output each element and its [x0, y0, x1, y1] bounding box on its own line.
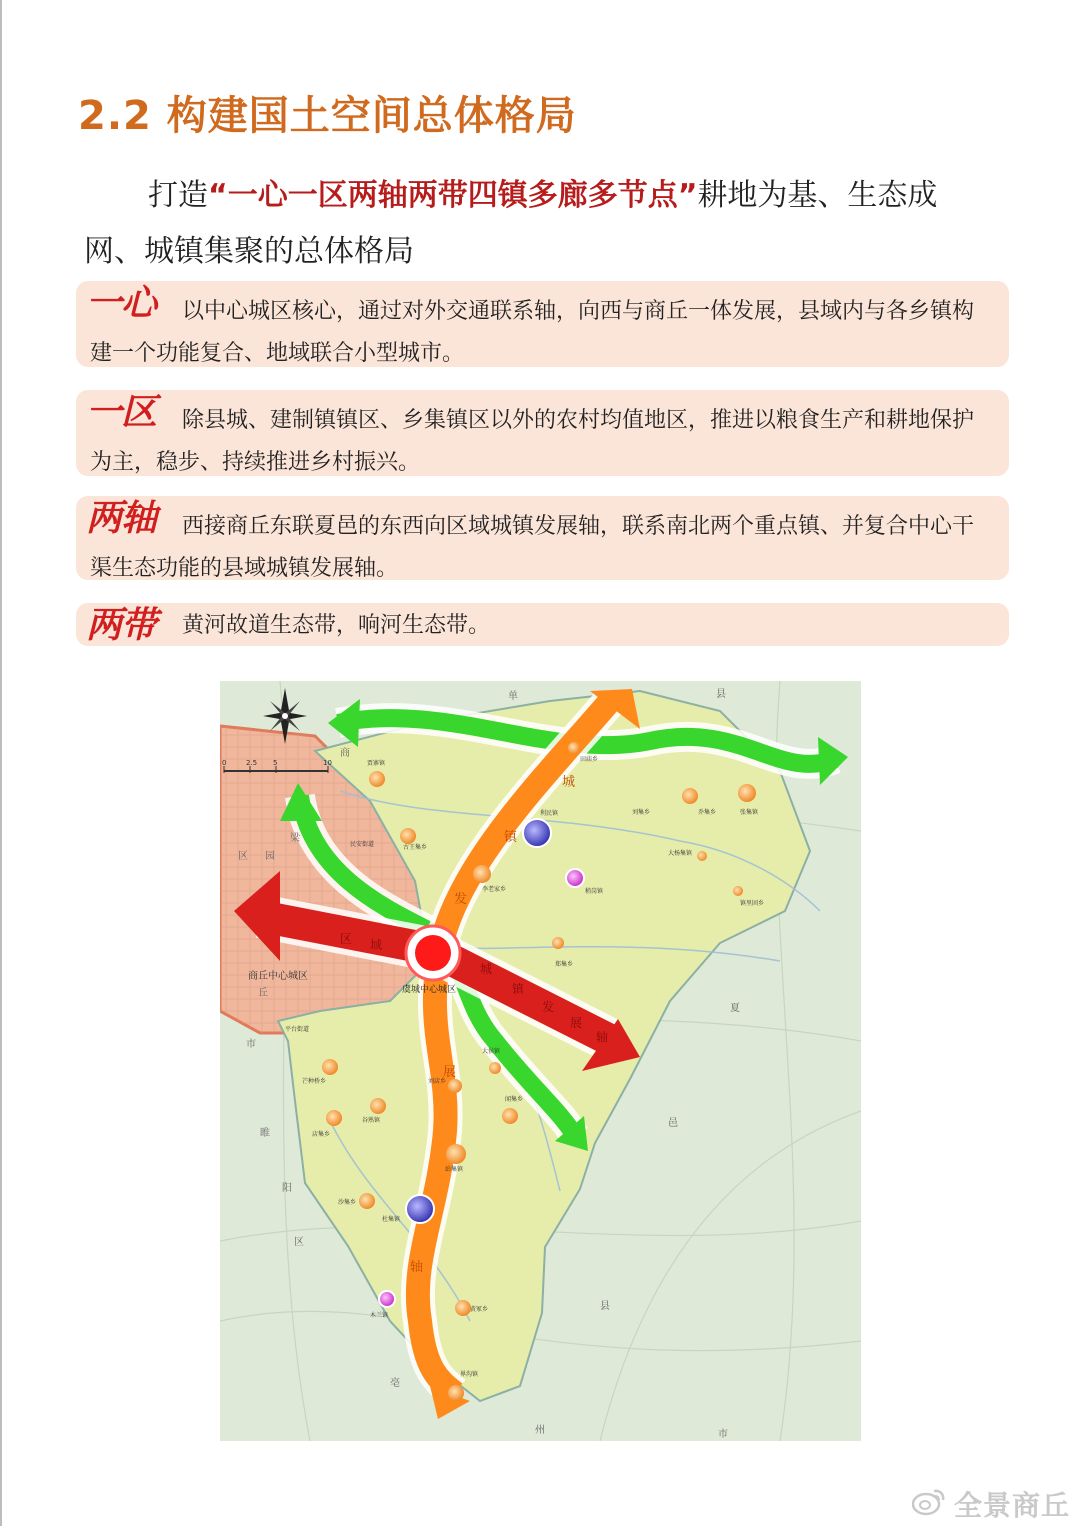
town-marker — [455, 1300, 471, 1316]
card-tag: 一心 — [86, 283, 157, 324]
town-label: 贾寨镇 — [367, 760, 386, 767]
town-label: 芒种桥乡 — [302, 1078, 327, 1085]
town-marker — [448, 1385, 464, 1401]
town-marker — [697, 851, 707, 861]
town-label: 利民镇 — [540, 810, 559, 817]
yucheng-center-marker — [415, 935, 451, 971]
town-marker — [448, 1079, 462, 1093]
intro-prefix: 打造 — [148, 178, 208, 213]
card-liangzhou — [76, 496, 1009, 580]
spatial-pattern-map — [220, 681, 861, 1441]
town-marker — [552, 937, 564, 949]
town-label: 刘店乡 — [428, 1078, 447, 1085]
town-label: 木兰镇 — [370, 1312, 389, 1319]
axis-char: 轴 — [410, 1260, 424, 1275]
section-title: 2.2 构建国土空间总体格局 — [78, 93, 577, 139]
place-char: 单 — [508, 691, 518, 702]
place-char: 梁 — [290, 833, 300, 844]
card-tag: 两带 — [86, 605, 157, 646]
town-label: 闻集乡 — [505, 1096, 524, 1103]
town-label: 大侯镇 — [482, 1048, 501, 1055]
town-marker — [568, 742, 580, 754]
town-marker — [682, 788, 698, 804]
axis-char: 展 — [443, 1065, 457, 1080]
town-marker — [489, 1062, 501, 1074]
town-label: 李老家乡 — [482, 886, 507, 893]
town-label: 刘集乡 — [632, 809, 651, 816]
intro-paragraph — [84, 168, 994, 280]
town-label: 谷熟镇 — [362, 1117, 381, 1124]
town-marker — [322, 1059, 338, 1075]
center-district-label: 虞城中心城区 — [402, 985, 457, 995]
town-marker — [369, 771, 385, 787]
axis-char: 发 — [454, 892, 468, 907]
town-label: 田庙乡 — [580, 756, 599, 763]
town-label: 杜集镇 — [382, 1216, 401, 1223]
town-label: 稍岗镇 — [585, 888, 604, 895]
town-marker — [326, 1110, 342, 1126]
place-char: 睢 — [260, 1128, 270, 1139]
key-town-marker — [406, 1195, 434, 1223]
card-yixin — [76, 281, 1009, 367]
axis-char: 展 — [570, 1016, 583, 1030]
axis-char: 发 — [542, 1000, 555, 1014]
town-marker — [738, 784, 756, 802]
town-label: 界沟镇 — [460, 1371, 479, 1378]
intro-suffix: 耕地为基、生态成网、城镇集聚的总体格局 — [84, 178, 938, 269]
page-left-border — [0, 0, 2, 1526]
card-text: 西接商丘东联夏邑的东西向区域城镇发展轴，联系南北两个重点镇、并复合中心干渠生态功能的县域城镇发展轴。 — [90, 514, 975, 581]
town-label: 张集镇 — [740, 809, 759, 816]
place-char: 亳 — [390, 1378, 400, 1389]
place-char: 阳 — [282, 1183, 292, 1194]
axis-char: 镇 — [504, 830, 518, 845]
place-char: 县 — [716, 689, 726, 700]
town-label: 镇里固乡 — [740, 900, 765, 907]
scale-tick: 5 — [273, 759, 278, 767]
place-char: 市 — [718, 1429, 728, 1440]
card-yiqu — [76, 390, 1009, 476]
axis-char: 城 — [562, 775, 576, 790]
place-char: 园 — [265, 851, 275, 862]
town-marker — [446, 1144, 466, 1164]
town-label: 店集乡 — [312, 1131, 331, 1138]
shangqiu-district-label: 商丘中心城区 — [248, 971, 308, 982]
town-label: 站集镇 — [445, 1166, 464, 1173]
town-label: 大杨集镇 — [668, 850, 693, 857]
town-marker — [370, 1098, 386, 1114]
axis-char: 区 — [340, 932, 353, 946]
weibo-icon — [912, 1486, 946, 1516]
place-char: 市 — [246, 1039, 256, 1050]
place-char: 夏 — [730, 1003, 740, 1014]
place-char: 区 — [294, 1237, 304, 1248]
town-marker — [473, 865, 491, 883]
town-label: 沙集乡 — [338, 1199, 357, 1206]
town-label: 乔集乡 — [698, 809, 717, 816]
card-tag: 两轴 — [86, 498, 157, 539]
scale-tick: 0 — [222, 759, 227, 767]
axis-char: 域 — [370, 938, 383, 952]
town-label: 民安街道 — [350, 841, 375, 848]
card-text: 黄河故道生态带，响河生态带。 — [182, 613, 491, 638]
town-label: 郑集乡 — [555, 961, 574, 968]
key-town-marker — [566, 869, 584, 887]
town-marker — [733, 886, 743, 896]
place-char: 邑 — [668, 1118, 678, 1129]
town-marker — [359, 1193, 375, 1209]
watermark-text: 全景商丘 — [954, 1489, 1071, 1522]
place-char: 丘 — [258, 988, 268, 999]
town-marker — [502, 1108, 518, 1124]
axis-char: 城 — [480, 962, 493, 976]
town-label: 黄冢乡 — [470, 1306, 489, 1313]
axis-char: 轴 — [596, 1030, 609, 1044]
card-tag: 一区 — [86, 392, 157, 433]
card-liangdai — [76, 603, 1009, 646]
scale-tick: 10 — [323, 759, 332, 767]
place-char: 区 — [238, 851, 248, 862]
card-text: 除县城、建制镇镇区、乡集镇区以外的农村均值地区，推进以粮食生产和耕地保护为主，稳步、持续推进乡村振兴。 — [90, 408, 975, 475]
place-char: 县 — [600, 1301, 610, 1312]
card-text: 以中心城区核心，通过对外交通联系轴，向西与商丘一体发展，县域内与各乡镇构建一个功能复合、地域联合小型城市。 — [90, 299, 975, 366]
town-label: 平台街道 — [285, 1026, 310, 1033]
intro-highlight: “一心一区两轴两带四镇多廊多节点” — [208, 178, 698, 213]
town-label: 古王集乡 — [403, 844, 428, 851]
place-char: 商 — [340, 748, 350, 759]
map-svg — [220, 681, 861, 1441]
scale-tick: 2.5 — [246, 759, 258, 767]
axis-char: 镇 — [512, 982, 525, 996]
town-marker — [400, 828, 416, 844]
key-town-marker — [379, 1291, 395, 1307]
key-town-marker — [523, 819, 551, 847]
place-char: 州 — [535, 1425, 545, 1436]
